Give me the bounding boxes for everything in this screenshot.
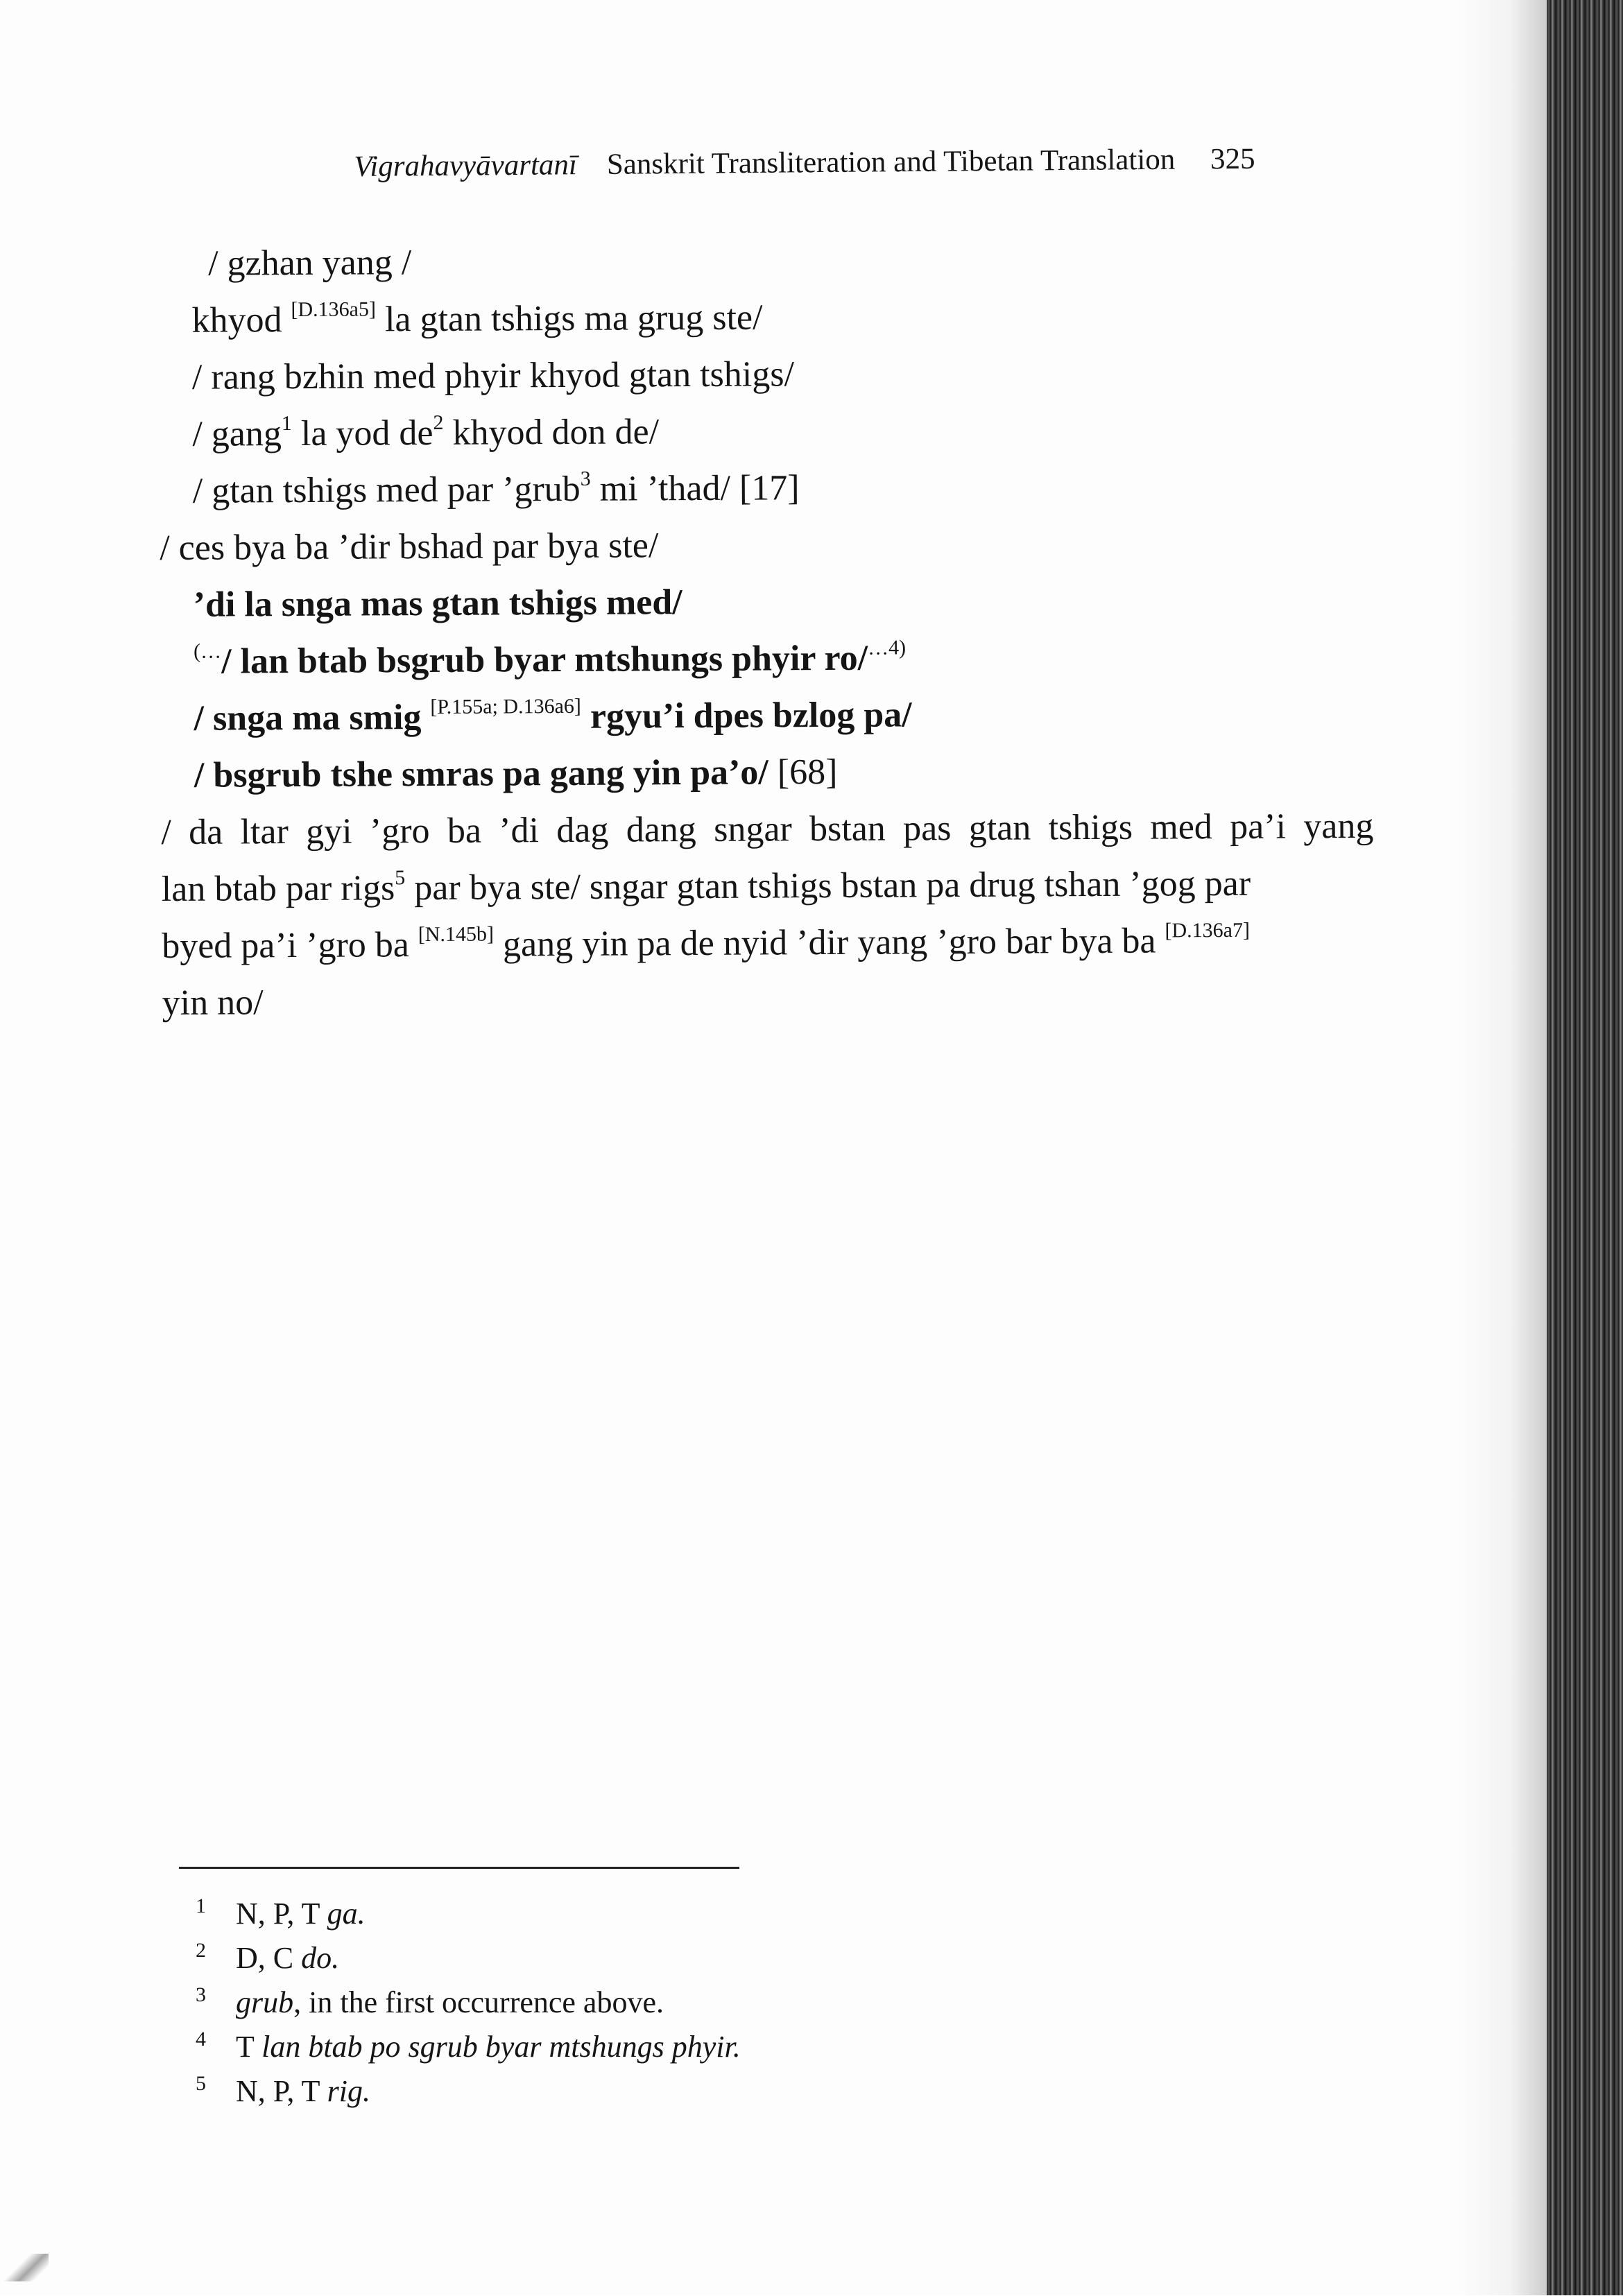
footnote-marker-3: 3 (580, 467, 591, 490)
folio-reference: [N.145b] (418, 922, 495, 947)
footnote-text: D, C (236, 1941, 302, 1975)
text-line-4 (192, 411, 659, 456)
verse-line-3 (194, 693, 911, 740)
footnote-1 (196, 1888, 366, 1933)
footnote-2 (196, 1932, 339, 1977)
text-line-2 (191, 297, 762, 343)
text-line-3 (192, 353, 794, 399)
footnote-text: , in the first occurrence above. (293, 1985, 664, 2019)
text-line-4-part-a: / gang (192, 414, 282, 454)
footnote-text: T (236, 2030, 262, 2064)
verse-line-1-content: ’di la snga mas gtan tshigs med/ (193, 582, 682, 625)
footnote-text: N, P, T (236, 2074, 327, 2108)
verse-line-2 (194, 637, 906, 683)
verse-line-2-content: / lan btab bsgrub byar mtshungs phyir ro/ (221, 638, 868, 682)
footnote-3 (196, 1976, 664, 2021)
prose-line-1 (161, 805, 1373, 854)
prose-line-3-middle: gang yin pa de nyid ’dir yang ’gro bar bya ba (493, 921, 1165, 965)
text-line-6 (160, 524, 658, 570)
verse-line-1 (194, 581, 682, 627)
text-line-2-start: khyod (191, 300, 282, 340)
text-line-4-part-b: la yod de (291, 413, 433, 454)
folio-reference: [D.136a7] (1165, 918, 1250, 942)
text-line-4-part-c: khyod don de/ (443, 412, 660, 453)
footnote-reading: grub (236, 1985, 294, 2019)
scan-artifact (0, 2254, 49, 2281)
prose-line-4-content: yin no/ (162, 983, 264, 1024)
text-line-5-part-a: / gtan tshigs med par ’grub (192, 469, 581, 511)
footnote-reading: do. (301, 1941, 340, 1975)
text-line-3-content: / rang bzhin med phyir khyod gtan tshigs/ (191, 354, 795, 397)
footnote-text: N, P, T (236, 1897, 327, 1931)
footnote-number: 1 (196, 1894, 206, 1917)
footnote-number: 4 (196, 2028, 206, 2051)
page-number: 325 (1210, 142, 1255, 176)
verse-number: [68] (768, 752, 838, 793)
text-line-1-content: / gzhan yang / (207, 243, 412, 284)
running-header-title: Vigrahavyāvartanī (354, 148, 578, 183)
footnote-5 (196, 2065, 370, 2110)
prose-line-4 (162, 981, 264, 1025)
footnote-number: 3 (196, 1983, 206, 2006)
text-line-2-end: la gtan tshigs ma grug ste/ (375, 297, 763, 340)
footnote-number: 5 (196, 2072, 206, 2095)
footnote-reading: rig. (327, 2074, 371, 2108)
book-spine-edge (1547, 0, 1623, 2295)
text-line-1 (208, 241, 411, 286)
verse-line-3-end: rgyu’i dpes bzlog pa/ (581, 695, 912, 736)
folio-reference: [P.155a; D.136a6] (430, 694, 581, 719)
prose-line-3 (162, 920, 1250, 968)
prose-line-3-start: byed pa’i ’gro ba (162, 925, 419, 967)
footnote-number: 2 (196, 1939, 206, 1962)
footnote-reading: ga. (327, 1897, 366, 1931)
footnote-reading: lan btab po sgrub byar mtshungs phyir. (261, 2030, 741, 2064)
prose-line-1-content: / da ltar gyi ’gro ba ’di dag dang sngar bstan pas gtan tshigs med pa’i yang (161, 806, 1374, 853)
verse-line-4 (194, 751, 838, 797)
footnote-separator (179, 1867, 739, 1869)
verse-line-4-content: / bsgrub tshe smras pa gang yin pa’o/ (194, 752, 768, 795)
footnote-marker-5: 5 (395, 866, 406, 890)
prose-line-2 (162, 862, 1374, 911)
verse-line-3-start: / snga ma smig (194, 698, 431, 739)
text-line-5-part-b: mi ’thad/ [17] (590, 468, 800, 509)
running-header-subtitle: Sanskrit Transliteration and Tibetan Translation (606, 143, 1176, 181)
prose-line-2-end: par bya ste/ sngar gtan tshigs bstan pa drug tshan ’gog par (405, 863, 1251, 908)
footnote-marker-2: 2 (433, 411, 444, 434)
footnote-4 (196, 2021, 741, 2066)
footnote-marker-4: …4) (867, 636, 907, 659)
text-line-5 (193, 467, 800, 513)
prose-line-2-start: lan btab par rigs (161, 868, 395, 910)
folio-reference: [D.136a5] (291, 297, 377, 322)
variant-open-marker: (… (193, 639, 222, 663)
footnote-marker-1: 1 (281, 412, 292, 435)
text-line-6-content: / ces bya ba ’dir bshad par bya ste/ (160, 526, 659, 569)
